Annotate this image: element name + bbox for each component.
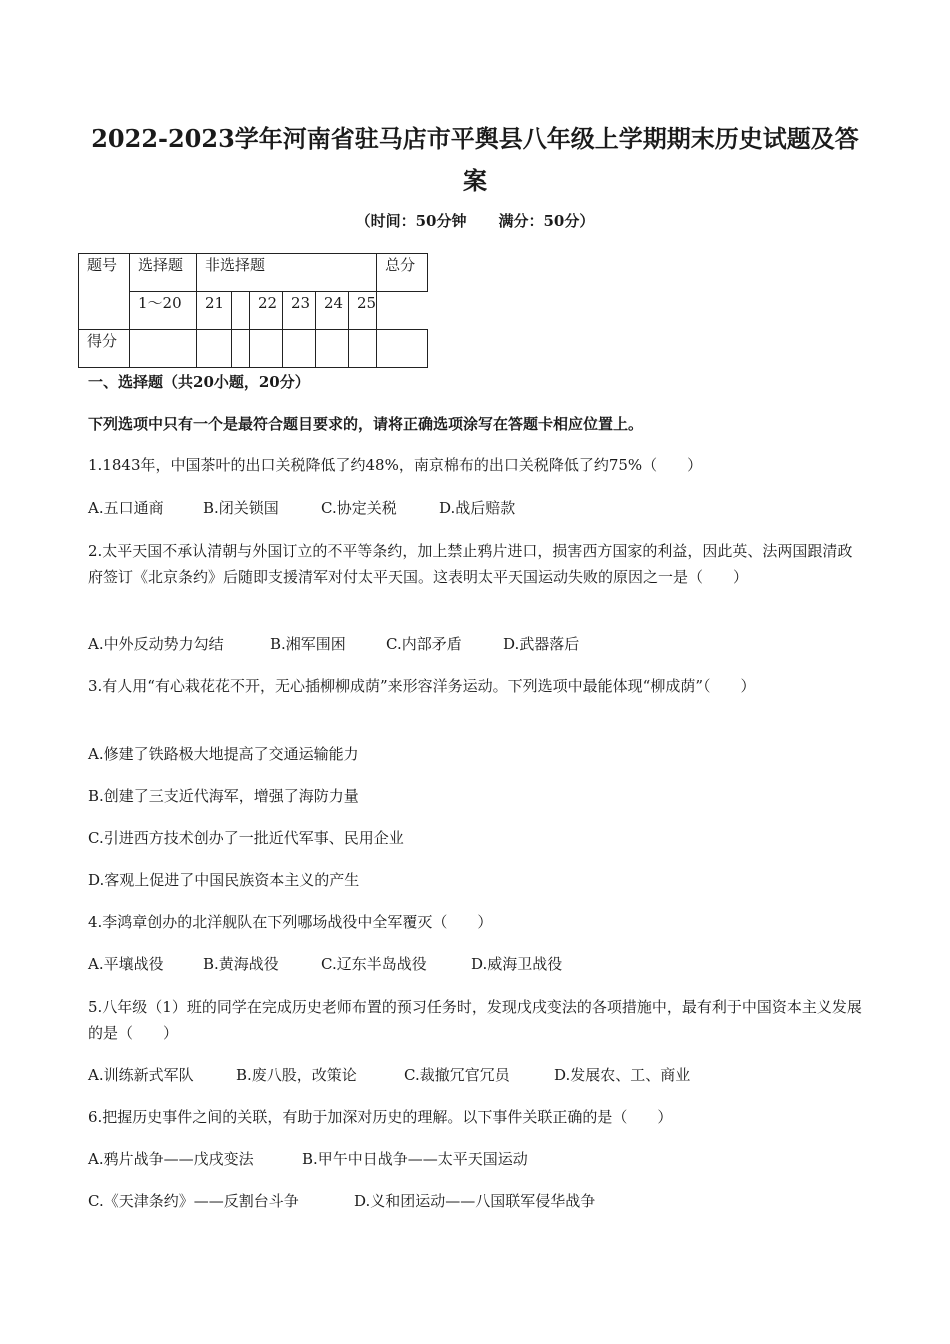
exam-score: 满分：50分） bbox=[498, 212, 595, 230]
option-a: A.平壤战役 bbox=[88, 955, 164, 973]
option-c: C.裁撤冗官冗员 bbox=[404, 1066, 510, 1084]
question-4-stem: 4.李鸿章创办的北洋舰队在下列哪场战役中全军覆灭（ ） bbox=[88, 913, 493, 931]
question-3-option-d: D.客观上促进了中国民族资本主义的产生 bbox=[88, 871, 360, 889]
option-b: B.废八股，改策论 bbox=[236, 1066, 357, 1084]
question-5-stem: 5.八年级（1）班的同学在完成历史老师布置的预习任务时，发现戊戌变法的各项措施中，最有利于中国资本主义发展的是（ ） bbox=[88, 998, 862, 1042]
question-2-stem: 2.太平天国不承认清朝与外国订立的不平等条约，加上禁止鸦片进口，损害西方国家的利益，因此英、法两国跟清政府签订《北京条约》后随即支援清军对付太平天国。这表明太平天国运动失败的原因之一是（ ） bbox=[88, 542, 853, 586]
option-d: D.威海卫战役 bbox=[471, 955, 563, 973]
score-cell[interactable] bbox=[130, 330, 197, 368]
question-1-options bbox=[88, 496, 515, 520]
option-d: D.发展农、工、商业 bbox=[554, 1066, 691, 1084]
option-d: D.武器落后 bbox=[503, 635, 580, 653]
score-table-blank bbox=[232, 292, 250, 330]
question-3-option-a: A.修建了铁路极大地提高了交通运输能力 bbox=[88, 745, 359, 763]
score-cell[interactable] bbox=[377, 330, 428, 368]
score-cell[interactable] bbox=[349, 330, 377, 368]
score-table-header-choice: 选择题 bbox=[130, 254, 197, 292]
option-b: B.黄海战役 bbox=[203, 955, 279, 973]
option-b: B.甲午中日战争——太平天国运动 bbox=[302, 1150, 528, 1168]
score-cell[interactable] bbox=[316, 330, 349, 368]
question-6-options-row2 bbox=[88, 1189, 595, 1213]
option-a: A.五口通商 bbox=[88, 499, 164, 517]
page-title: 2022-2023学年河南省驻马店市平舆县八年级上学期期末历史试题及答案 bbox=[91, 124, 859, 195]
question-4-options bbox=[88, 952, 562, 976]
question-6-stem: 6.把握历史事件之间的关联，有助于加深对历史的理解。以下事件关联正确的是（ ） bbox=[88, 1108, 673, 1126]
score-table-q22: 22 bbox=[250, 292, 283, 330]
score-table-q21: 21 bbox=[197, 292, 232, 330]
option-c: C.内部矛盾 bbox=[386, 635, 462, 653]
score-table-range: 1～20 bbox=[130, 292, 197, 330]
score-table-row-label: 得分 bbox=[79, 330, 130, 368]
score-cell[interactable] bbox=[232, 330, 250, 368]
score-cell[interactable] bbox=[283, 330, 316, 368]
question-6-options-row1 bbox=[88, 1147, 528, 1171]
score-table-header-nonchoice: 非选择题 bbox=[197, 254, 377, 292]
option-d: D.义和团运动——八国联军侵华战争 bbox=[354, 1192, 596, 1210]
question-5-options bbox=[88, 1063, 690, 1087]
section-heading: 一、选择题（共20小题，20分） bbox=[88, 373, 310, 391]
question-3-option-b: B.创建了三支近代海军，增强了海防力量 bbox=[88, 787, 359, 805]
exam-time: （时间：50分钟 bbox=[355, 212, 467, 230]
question-3-stem: 3.有人用“有心栽花花不开，无心插柳柳成荫”来形容洋务运动。下列选项中最能体现“柳成荫”（ ） bbox=[88, 677, 756, 695]
question-1-stem: 1.1843年，中国茶叶的出口关税降低了约48%，南京棉布的出口关税降低了约75%（ ） bbox=[88, 456, 703, 474]
option-a: A.鸦片战争——戊戌变法 bbox=[88, 1150, 254, 1168]
option-a: A.训练新式军队 bbox=[88, 1066, 194, 1084]
option-d: D.战后赔款 bbox=[439, 499, 516, 517]
score-table-q25: 25 bbox=[349, 292, 377, 330]
exam-meta bbox=[80, 210, 870, 231]
score-table bbox=[78, 253, 428, 368]
score-table-header-number: 题号 bbox=[79, 254, 130, 330]
score-cell[interactable] bbox=[250, 330, 283, 368]
score-table-header-total: 总分 bbox=[377, 254, 428, 292]
score-table-q23: 23 bbox=[283, 292, 316, 330]
option-b: B.闭关锁国 bbox=[203, 499, 279, 517]
option-c: C.《天津条约》——反割台斗争 bbox=[88, 1192, 299, 1210]
option-b: B.湘军围困 bbox=[270, 635, 346, 653]
question-3-option-c: C.引进西方技术创办了一批近代军事、民用企业 bbox=[88, 829, 404, 847]
option-c: C.辽东半岛战役 bbox=[321, 955, 427, 973]
score-table-q24: 24 bbox=[316, 292, 349, 330]
score-cell[interactable] bbox=[197, 330, 232, 368]
question-2-options bbox=[88, 632, 579, 656]
section-instruction: 下列选项中只有一个是最符合题目要求的，请将正确选项涂写在答题卡相应位置上。 bbox=[88, 415, 644, 433]
option-a: A.中外反动势力勾结 bbox=[88, 635, 224, 653]
option-c: C.协定关税 bbox=[321, 499, 397, 517]
